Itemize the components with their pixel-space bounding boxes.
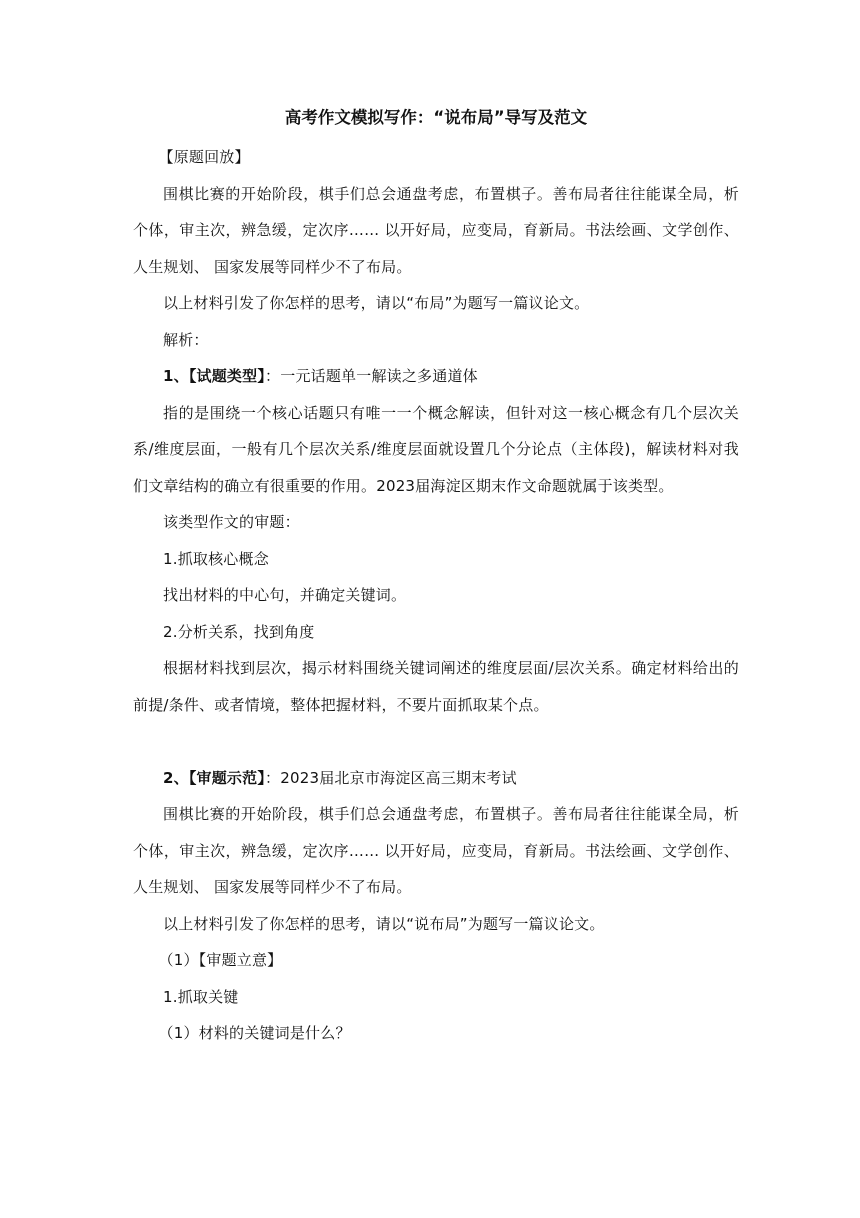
paragraph-step-2: 2.分析关系，找到角度 bbox=[163, 622, 315, 641]
paragraph-step-1: 1.抓取核心概念 bbox=[163, 549, 269, 568]
paragraph-grab-key: 1.抓取关键 bbox=[163, 987, 239, 1006]
blank-line bbox=[133, 723, 739, 760]
paragraph-keyword-question: （1）材料的关键词是什么？ bbox=[158, 1024, 351, 1042]
paragraph-prompt-repeat: 以上材料引发了你怎样的思考，请以“说布局”为题写一篇议论文。 bbox=[163, 914, 605, 933]
document-body bbox=[133, 104, 739, 1052]
paragraph-step-2-detail: 根据材料找到层次，揭示材料围绕关键词阐述的维度层面/层次关系。确定材料给出的前提/条件、或者情境，整体把握材料，不要片面抓取某个点。 bbox=[133, 659, 739, 714]
review-example-value: ：2023届北京市海淀区高三期末考试 bbox=[265, 768, 517, 787]
paragraph-review-label: 该类型作文的审题： bbox=[163, 513, 300, 531]
document-title: 高考作文模拟写作：“说布局”导写及范文 bbox=[284, 108, 588, 127]
paragraph-question-type bbox=[133, 358, 739, 395]
paragraph-analysis-label: 解析： bbox=[163, 330, 209, 349]
paragraph-prompt: 以上材料引发了你怎样的思考，请以“布局”为题写一篇议论文。 bbox=[163, 294, 590, 312]
paragraph-review-intent: （1）【审题立意】 bbox=[158, 951, 283, 969]
paragraph-review-example bbox=[133, 760, 739, 797]
paragraph-material: 围棋比赛的开始阶段，棋手们总会通盘考虑，布置棋子。善布局者往往能谋全局，析个体，审主次，辨急缓，定次序…… 以开好局，应变局，育新局。书法绘画、文学创作、人生规划、 国家发展等同样少不了布局。 bbox=[133, 184, 739, 276]
paragraph-material-repeat: 围棋比赛的开始阶段，棋手们总会通盘考虑，布置棋子。善布局者往往能谋全局，析个体，审主次，辨急缓，定次序…… 以开好局，应变局，育新局。书法绘画、文学创作、人生规划、 国家发展等同样少不了布局。 bbox=[133, 805, 739, 896]
review-example-label: 2、【审题示范】 bbox=[163, 768, 266, 787]
paragraph-step-1-detail: 找出材料的中心句，并确定关键词。 bbox=[163, 586, 407, 604]
question-type-label: 1、【试题类型】 bbox=[163, 367, 266, 385]
section-heading-original: 【原题回放】 bbox=[158, 148, 250, 166]
paragraph-type-explanation: 指的是围绕一个核心话题只有唯一一个概念解读，但针对这一核心概念有几个层次关系/维度层面，一般有几个层次关系/维度层面就设置几个分论点（主体段)，解读材料对我们文章结构的确立有很重要的作用。2023届海淀区期末作文命题就属于该类型。 bbox=[133, 403, 739, 495]
question-type-value: ：一元话题单一解读之多通道体 bbox=[265, 367, 478, 385]
